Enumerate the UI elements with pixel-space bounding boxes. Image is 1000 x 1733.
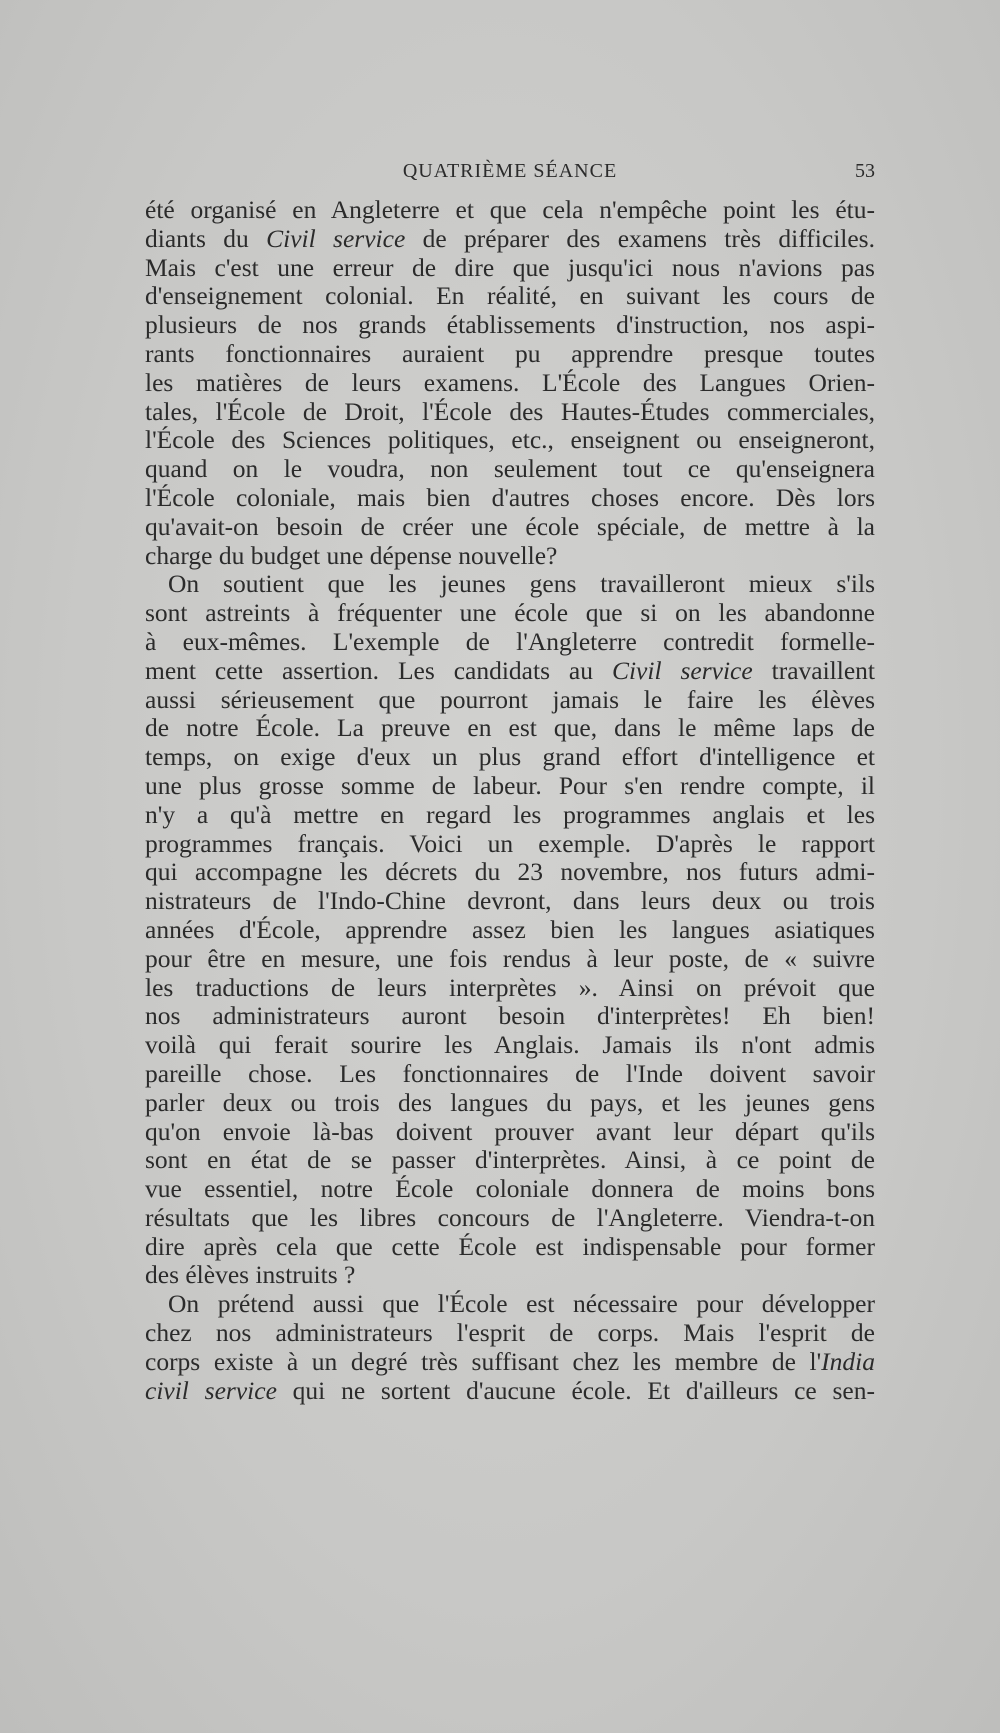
text-line: l'École coloniale, mais bien d'autres choses encore. Dès lors bbox=[145, 482, 875, 512]
text-line: qu'on envoie là-bas doivent prouver avant leur départ qu'ils bbox=[145, 1116, 875, 1146]
running-head: QUATRIÈME SÉANCE bbox=[402, 160, 618, 182]
text-line: dire après cela que cette École est indispensable pour former bbox=[145, 1231, 875, 1261]
text-line: à eux-mêmes. L'exemple de l'Angleterre contredit formelle- bbox=[145, 626, 875, 656]
page-header bbox=[145, 158, 875, 188]
text-line: pareille chose. Les fonctionnaires de l'Inde doivent savoir bbox=[145, 1058, 875, 1088]
text-line: On soutient que les jeunes gens travailleront mieux s'ils bbox=[168, 569, 875, 599]
text-line: pour être en mesure, une fois rendus à leur poste, de « suivre bbox=[145, 943, 875, 973]
text-line: civil service qui ne sortent d'aucune école. Et d'ailleurs ce sen- bbox=[145, 1375, 875, 1405]
text-line: les traductions de leurs interprètes ». Ainsi on prévoit que bbox=[145, 972, 875, 1002]
text-line: l'École des Sciences politiques, etc., enseignent ou enseigneront, bbox=[145, 425, 875, 455]
text-line: qui accompagne les décrets du 23 novembre, nos futurs admi- bbox=[145, 857, 875, 887]
text-line: corps existe à un degré très suffisant chez les membre de l'India bbox=[145, 1346, 875, 1376]
text-line: résultats que les libres concours de l'Angleterre. Viendra-t-on bbox=[145, 1202, 875, 1232]
text-line: temps, on exige d'eux un plus grand effort d'intelligence et bbox=[145, 742, 875, 772]
text-line: qu'avait-on besoin de créer une école spéciale, de mettre à la bbox=[145, 511, 875, 541]
page-number: 53 bbox=[855, 160, 875, 182]
text-line: rants fonctionnaires auraient pu apprendre presque toutes bbox=[145, 338, 875, 368]
text-line: chez nos administrateurs l'esprit de corps. Mais l'esprit de bbox=[145, 1318, 875, 1348]
text-line: été organisé en Angleterre et que cela n'empêche point les étu- bbox=[145, 195, 875, 224]
text-line: quand on le voudra, non seulement tout ce qu'enseignera bbox=[145, 454, 875, 484]
text-line: une plus grosse somme de labeur. Pour s'en rendre compte, il bbox=[145, 770, 875, 800]
text-line: charge du budget une dépense nouvelle? bbox=[145, 540, 558, 570]
text-line: On prétend aussi que l'École est nécessaire pour développer bbox=[168, 1289, 875, 1319]
text-line: tales, l'École de Droit, l'École des Hautes-Études commerciales, bbox=[145, 396, 875, 426]
text-line: de notre École. La preuve en est que, dans le même laps de bbox=[145, 713, 875, 743]
text-line: ment cette assertion. Les candidats au Civil service travaillent bbox=[145, 655, 875, 685]
text-line: vue essentiel, notre École coloniale donnera de moins bons bbox=[145, 1174, 875, 1204]
text-line: les matières de leurs examens. L'École des Langues Orien- bbox=[145, 367, 875, 397]
text-line: sont en état de se passer d'interprètes. Ainsi, à ce point de bbox=[145, 1145, 875, 1175]
text-line: Mais c'est une erreur de dire que jusqu'ici nous n'avions pas bbox=[145, 252, 875, 282]
text-line: programmes français. Voici un exemple. D'après le rapport bbox=[145, 828, 875, 858]
text-line: n'y a qu'à mettre en regard les programmes anglais et les bbox=[145, 799, 875, 829]
text-line: nistrateurs de l'Indo-Chine devront, dans leurs deux ou trois bbox=[145, 886, 875, 916]
text-line: des élèves instruits ? bbox=[145, 1260, 356, 1290]
text-line: plusieurs de nos grands établissements d'instruction, nos aspi- bbox=[145, 310, 875, 340]
text-line: sont astreints à fréquenter une école que si on les abandonne bbox=[145, 598, 875, 628]
text-line: d'enseignement colonial. En réalité, en suivant les cours de bbox=[145, 281, 875, 311]
italic-term: Civil service bbox=[266, 223, 406, 253]
text-line: diants du Civil service de préparer des examens très difficiles. bbox=[145, 223, 875, 253]
text-line: voilà qui ferait sourire les Anglais. Jamais ils n'ont admis bbox=[145, 1030, 875, 1060]
italic-term: civil service bbox=[145, 1375, 277, 1405]
text-line: aussi sérieusement que pourront jamais le faire les élèves bbox=[145, 684, 875, 714]
italic-term: Civil service bbox=[611, 655, 753, 685]
body-text bbox=[145, 196, 875, 1405]
text-line: années d'École, apprendre assez bien les langues asiatiques bbox=[145, 914, 875, 944]
italic-term: India bbox=[821, 1346, 875, 1376]
text-line: nos administrateurs auront besoin d'interprètes! Eh bien! bbox=[145, 1001, 875, 1031]
text-line: parler deux ou trois des langues du pays, et les jeunes gens bbox=[145, 1087, 875, 1117]
